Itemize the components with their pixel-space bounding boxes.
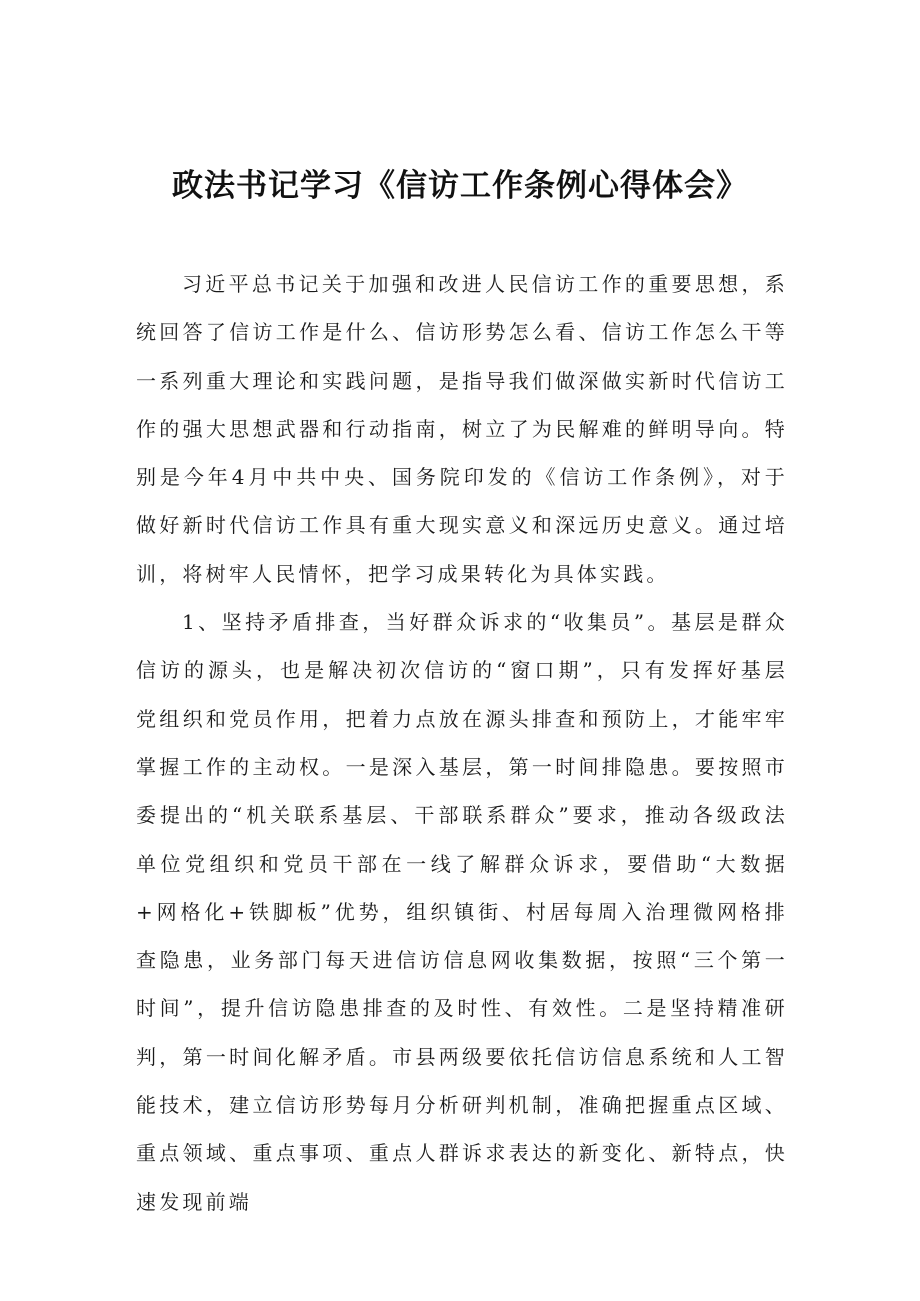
paragraph-intro: 习近平总书记关于加强和改进人民信访工作的重要思想，系统回答了信访工作是什么、信访形势怎么看、信访工作怎么干等一系列重大理论和实践问题，是指导我们做深做实新时代信访工作的强大思想武器和行动指南，树立了为民解难的鲜明导向。特别是今年4月中共中央、国务院印发的《信访工作条例》，对于做好新时代信访工作具有重大现实意义和深远历史意义。通过培训，将树牢人民情怀，把学习成果转化为具体实践。 xyxy=(136,272,788,586)
document-title: 政法书记学习《信访工作条例心得体会》 xyxy=(172,168,748,204)
document-body xyxy=(136,260,788,1226)
paragraph-point-1: 1、坚持矛盾排查，当好群众诉求的“收集员”。基层是群众信访的源头，也是解决初次信访的“窗口期”，只有发挥好基层党组织和党员作用，把着力点放在源头排查和预防上，才能牢牢掌握工作的主动权。一是深入基层，第一时间排隐患。要按照市委提出的“机关联系基层、干部联系群众”要求，推动各级政法单位党组织和党员干部在一线了解群众诉求，要借助“大数据+网格化+铁脚板”优势，组织镇街、村居每周入治理微网格排查隐患，业务部门每天进信访信息网收集数据，按照“三个第一时间”，提升信访隐患排查的及时性、有效性。二是坚持精准研判，第一时间化解矛盾。市县两级要依托信访信息系统和人工智能技术，建立信访形势每月分析研判机制，准确把握重点区域、重点领域、重点事项、重点人群诉求表达的新变化、新特点，快速发现前端 xyxy=(136,610,788,1214)
